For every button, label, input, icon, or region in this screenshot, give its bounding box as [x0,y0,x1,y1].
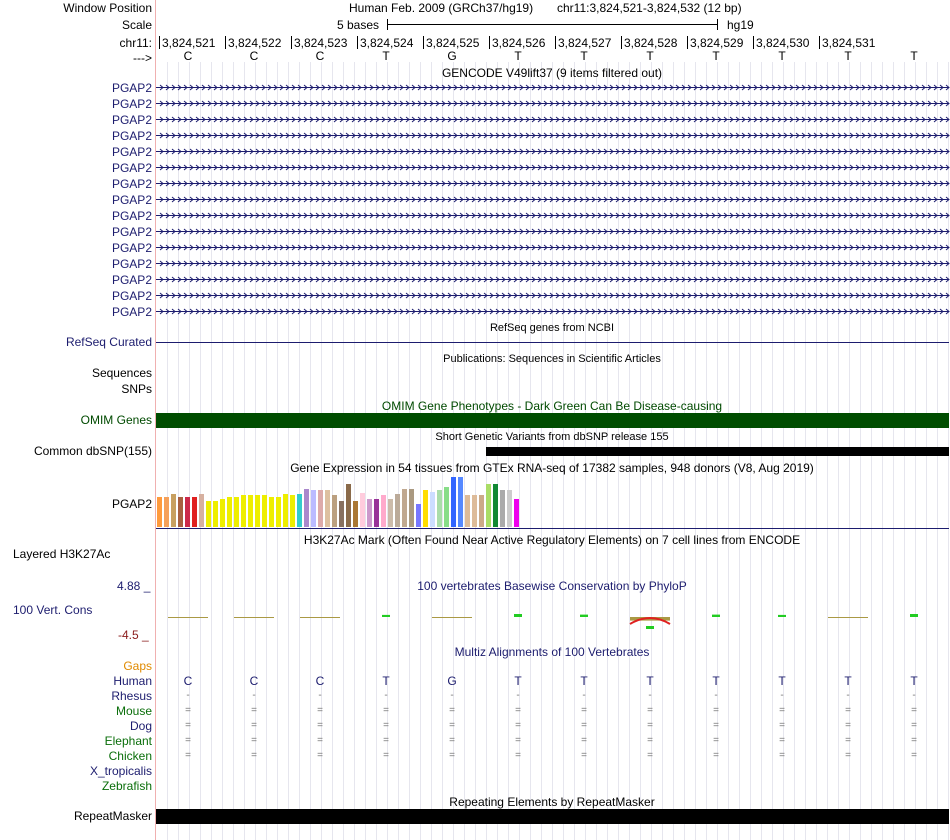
alignment-char: T [580,674,588,688]
gtex-bar [311,490,316,527]
gtex-bar [227,497,232,527]
gtex-bar [241,495,246,527]
gtex-bar [388,499,393,527]
alignment-char: - [582,690,586,701]
position-label: 3,824,530 [756,36,810,50]
omim-title[interactable]: OMIM Gene Phenotypes - Dark Green Can Be Disease-causing [381,399,723,413]
alignment-char: - [648,690,652,701]
grid-line [420,62,421,840]
gencode-gene-label[interactable]: PGAP2 [111,80,152,95]
gencode-gene-label[interactable]: PGAP2 [111,240,152,255]
alignment-char: = [383,735,389,746]
alignment-char: = [383,720,389,731]
alignment-char: T [712,674,720,688]
grid-line [178,62,179,840]
alignment-char: = [515,705,521,716]
gtex-gene-label[interactable]: PGAP2 [111,497,152,511]
alignment-char: T [910,674,918,688]
window-position-label: Window Position [63,1,152,15]
alignment-char: C [315,674,325,688]
cons-bar [910,614,918,617]
alignment-char: = [647,735,653,746]
grid-line [332,62,333,840]
alignment-char: = [449,750,455,761]
repeatmasker-label[interactable]: RepeatMasker [73,809,152,823]
cons-bar [514,614,522,617]
gencode-gene-label[interactable]: PGAP2 [111,96,152,111]
alignment-char: = [779,705,785,716]
position-label: 3,824,525 [426,36,480,50]
alignment-char: C [183,674,193,688]
position-tick [687,36,688,49]
alignment-char: = [251,735,257,746]
species-label[interactable]: Human [113,674,152,688]
dbsnp-title[interactable]: Short Genetic Variants from dbSNP release 155 [435,431,669,443]
gtex-bar [493,484,498,527]
grid-line [398,62,399,840]
alignment-char: - [780,690,784,701]
gencode-gene-label[interactable]: PGAP2 [111,256,152,271]
position-tick [225,36,226,49]
publications-title[interactable]: Publications: Sequences in Scientific Articles [443,353,661,365]
position-tick [555,36,556,49]
species-label[interactable]: Elephant [104,734,152,748]
alignment-char: = [383,705,389,716]
gtex-bar [451,477,456,527]
alignment-char: = [449,705,455,716]
gtex-bar [479,495,484,527]
alignment-char: = [845,705,851,716]
alignment-char: - [252,690,256,701]
alignment-char: - [186,690,190,701]
gtex-bar [402,489,407,527]
cons-bar [712,615,720,617]
gtex-bar [367,499,372,527]
alignment-char: = [317,720,323,731]
grid-line [464,62,465,840]
gtex-bar [346,484,351,527]
alignment-char: = [251,720,257,731]
grid-line [442,62,443,840]
gtex-bar [206,501,211,527]
alignment-char: T [514,674,522,688]
gtex-bar [304,489,309,527]
gtex-bar [465,495,470,527]
base-letter: T [712,49,720,63]
base-letter: T [382,49,390,63]
grid-line [299,62,300,840]
gtex-bar [213,501,218,527]
alignment-char: = [185,720,191,731]
gencode-gene-label[interactable]: PGAP2 [111,112,152,127]
grid-line [431,62,432,840]
alignment-char: - [714,690,718,701]
grid-line [266,62,267,840]
alignment-char: = [515,750,521,761]
alignment-char: = [713,735,719,746]
gtex-bar [276,497,281,527]
alignment-char: = [581,705,587,716]
alignment-char: C [249,674,259,688]
gtex-bar [325,490,330,527]
gtex-bar [458,477,463,527]
cons-bar [234,617,274,618]
gtex-bar [192,497,197,527]
gtex-bar [353,501,358,527]
alignment-char: = [449,735,455,746]
position-label: 3,824,522 [228,36,282,50]
gtex-bar [248,495,253,527]
alignment-char: = [779,720,785,731]
cons-bar [382,615,390,617]
cons-bar [646,626,654,629]
gtex-bar [318,490,323,527]
cons-bar [168,617,208,618]
grid-line [233,62,234,840]
alignment-char: = [647,750,653,761]
base-letter: T [910,49,918,63]
grid-line [310,62,311,840]
gtex-bar [220,499,225,527]
gencode-title[interactable]: GENCODE V49lift37 (9 items filtered out) [441,66,663,80]
alignment-char: = [383,750,389,761]
alignment-char: = [845,735,851,746]
gencode-gene-label[interactable]: PGAP2 [111,192,152,207]
gtex-bar [514,499,519,527]
cons-bar [300,617,340,618]
alignment-char: T [778,674,786,688]
gtex-bar [381,495,386,527]
omim-bar [156,413,949,428]
species-label[interactable]: X_tropicalis [89,764,152,778]
alignment-char: = [185,750,191,761]
alignment-char: - [516,690,520,701]
alignment-char: = [911,720,917,731]
gtex-bar [486,484,491,527]
gtex-bar [283,494,288,527]
base-letter: T [514,49,522,63]
snps-label[interactable]: SNPs [121,382,152,396]
gtex-bar [360,493,365,527]
alignment-char: = [647,705,653,716]
alignment-char: - [318,690,322,701]
dbsnp-label[interactable]: Common dbSNP(155) [33,444,152,458]
gtex-bar [444,487,449,527]
gtex-bar [339,501,344,527]
scale-bases: 5 bases [337,18,380,32]
gencode-gene-label[interactable]: PGAP2 [111,208,152,223]
alignment-char: - [450,690,454,701]
alignment-char: = [845,750,851,761]
cons-bar [432,617,472,618]
position-label: 3,824,524 [360,36,414,50]
grid-line [475,62,476,840]
position-label: 3,824,527 [558,36,612,50]
species-label[interactable]: Rhesus [111,689,152,703]
alignment-char: = [317,735,323,746]
gtex-bar [416,504,421,527]
alignment-char: = [251,750,257,761]
base-letter: C [249,49,259,63]
alignment-char: = [317,705,323,716]
sequences-label[interactable]: Sequences [91,366,152,380]
gtex-bar [409,489,414,527]
gtex-bar [290,495,295,527]
base-letter: G [447,49,457,63]
multiz-title[interactable]: Multiz Alignments of 100 Vertebrates [454,645,650,659]
gtex-bar [171,494,176,527]
position-label: 3,824,521 [162,36,216,50]
alignment-char: = [845,720,851,731]
alignment-char: = [911,705,917,716]
position-tick [819,36,820,49]
scale-db: hg19 [727,18,754,32]
position-tick [159,36,160,49]
refseq-title[interactable]: RefSeq genes from NCBI [489,322,615,334]
alignment-char: = [515,720,521,731]
gtex-bar [423,490,428,527]
gtex-bar [395,494,400,527]
alignment-char: = [713,750,719,761]
base-letter: T [844,49,852,63]
alignment-char: = [581,735,587,746]
repeatmasker-title[interactable]: Repeating Elements by RepeatMasker [449,795,655,809]
alignment-char: - [384,690,388,701]
species-label[interactable]: Chicken [108,749,152,763]
gtex-title[interactable]: Gene Expression in 54 tissues from GTEx RNA-seq of 17382 samples, 948 donors (V8, Aug 2019) [290,461,814,475]
scale-label: Scale [121,18,152,32]
repeatmasker-bar [156,809,949,824]
position-label: 3,824,529 [690,36,744,50]
alignment-char: = [515,735,521,746]
h3k27ac-label[interactable]: Layered H3K27Ac [13,547,111,561]
position-tick [357,36,358,49]
gtex-bar [185,497,190,527]
grid-line [409,62,410,840]
gtex-bar [157,497,162,527]
grid-line [376,62,377,840]
cons-bar [778,615,786,617]
cons-max-label: 4.88 _ [117,579,151,593]
assembly-title: Human Feb. 2009 (GRCh37/hg19) [349,1,534,15]
gencode-gene-label[interactable]: PGAP2 [111,224,152,239]
gencode-gene-label[interactable]: PGAP2 [111,128,152,143]
position-label: 3,824,531 [822,36,876,50]
position-tick [621,36,622,49]
alignment-char: = [185,705,191,716]
alignment-char: = [779,735,785,746]
gtex-bar [234,497,239,527]
gtex-bar [507,490,512,527]
h3k27ac-title[interactable]: H3K27Ac Mark (Often Found Near Active Regulatory Elements) on 7 cell lines from ENCODE [303,533,801,547]
alignment-char: T [382,674,390,688]
grid-line [200,62,201,840]
gtex-bar [472,495,477,527]
alignment-char: - [846,690,850,701]
alignment-char: = [911,735,917,746]
alignment-char: = [713,720,719,731]
grid-line [354,62,355,840]
grid-line [211,62,212,840]
gencode-gene-label[interactable]: PGAP2 [111,304,152,319]
grid-line [343,62,344,840]
alignment-char: = [581,750,587,761]
label-column-divider [155,0,156,840]
grid-line [222,62,223,840]
position-range[interactable]: chr11:3,824,521-3,824,532 (12 bp) [557,1,742,15]
gencode-gene-label[interactable]: PGAP2 [111,144,152,159]
dbsnp-bar [486,447,949,456]
gtex-bar [500,490,505,527]
base-letter: T [778,49,786,63]
alignment-char: = [713,705,719,716]
position-label: 3,824,528 [624,36,678,50]
gtex-bar [269,497,274,527]
gtex-bar [164,497,169,527]
position-tick [291,36,292,49]
refseq-label[interactable]: RefSeq Curated [65,335,152,349]
alignment-char: = [449,720,455,731]
gaps-label: Gaps [123,659,152,673]
position-tick [489,36,490,49]
gtex-bar [255,495,260,527]
cons-label[interactable]: 100 Vert. Cons [13,603,93,617]
chrom-label: chr11: [119,36,152,50]
grid-line [167,62,168,840]
alignment-char: = [911,750,917,761]
cons-min-label: -4.5 _ [118,628,149,642]
alignment-char: T [844,674,852,688]
strand-label: ---> [133,51,152,65]
cons-bar [828,617,868,618]
species-label[interactable]: Mouse [115,704,152,718]
position-tick [423,36,424,49]
alignment-char: = [581,720,587,731]
cons-bar [580,615,588,617]
gtex-bar [199,494,204,527]
gtex-bar [332,495,337,527]
alignment-char: = [317,750,323,761]
gtex-bar [262,495,267,527]
alignment-char: = [647,720,653,731]
base-letter: T [580,49,588,63]
base-letter: C [183,49,193,63]
grid-line [288,62,289,840]
gencode-gene-label[interactable]: PGAP2 [111,272,152,287]
position-label: 3,824,523 [294,36,348,50]
cons-title[interactable]: 100 vertebrates Basewise Conservation by PhyloP [417,579,687,593]
gtex-bar [374,499,379,527]
alignment-char: G [447,674,457,688]
position-label: 3,824,526 [492,36,546,50]
species-label[interactable]: Dog [129,719,152,733]
grid-line [277,62,278,840]
gencode-gene-label[interactable]: PGAP2 [111,288,152,303]
grid-line [244,62,245,840]
base-letter: T [646,49,654,63]
alignment-char: - [912,690,916,701]
gtex-bar [430,492,435,527]
gencode-gene-label[interactable]: PGAP2 [111,176,152,191]
position-tick [753,36,754,49]
species-label[interactable]: Zebrafish [101,779,152,793]
omim-label[interactable]: OMIM Genes [80,413,152,427]
alignment-char: T [646,674,654,688]
base-letter: C [315,49,325,63]
alignment-char: = [779,750,785,761]
gtex-bar [297,494,302,527]
gencode-gene-label[interactable]: PGAP2 [111,160,152,175]
alignment-char: = [185,735,191,746]
grid-line [365,62,366,840]
gtex-bar [437,490,442,527]
alignment-char: = [251,705,257,716]
gtex-bar [178,497,183,527]
